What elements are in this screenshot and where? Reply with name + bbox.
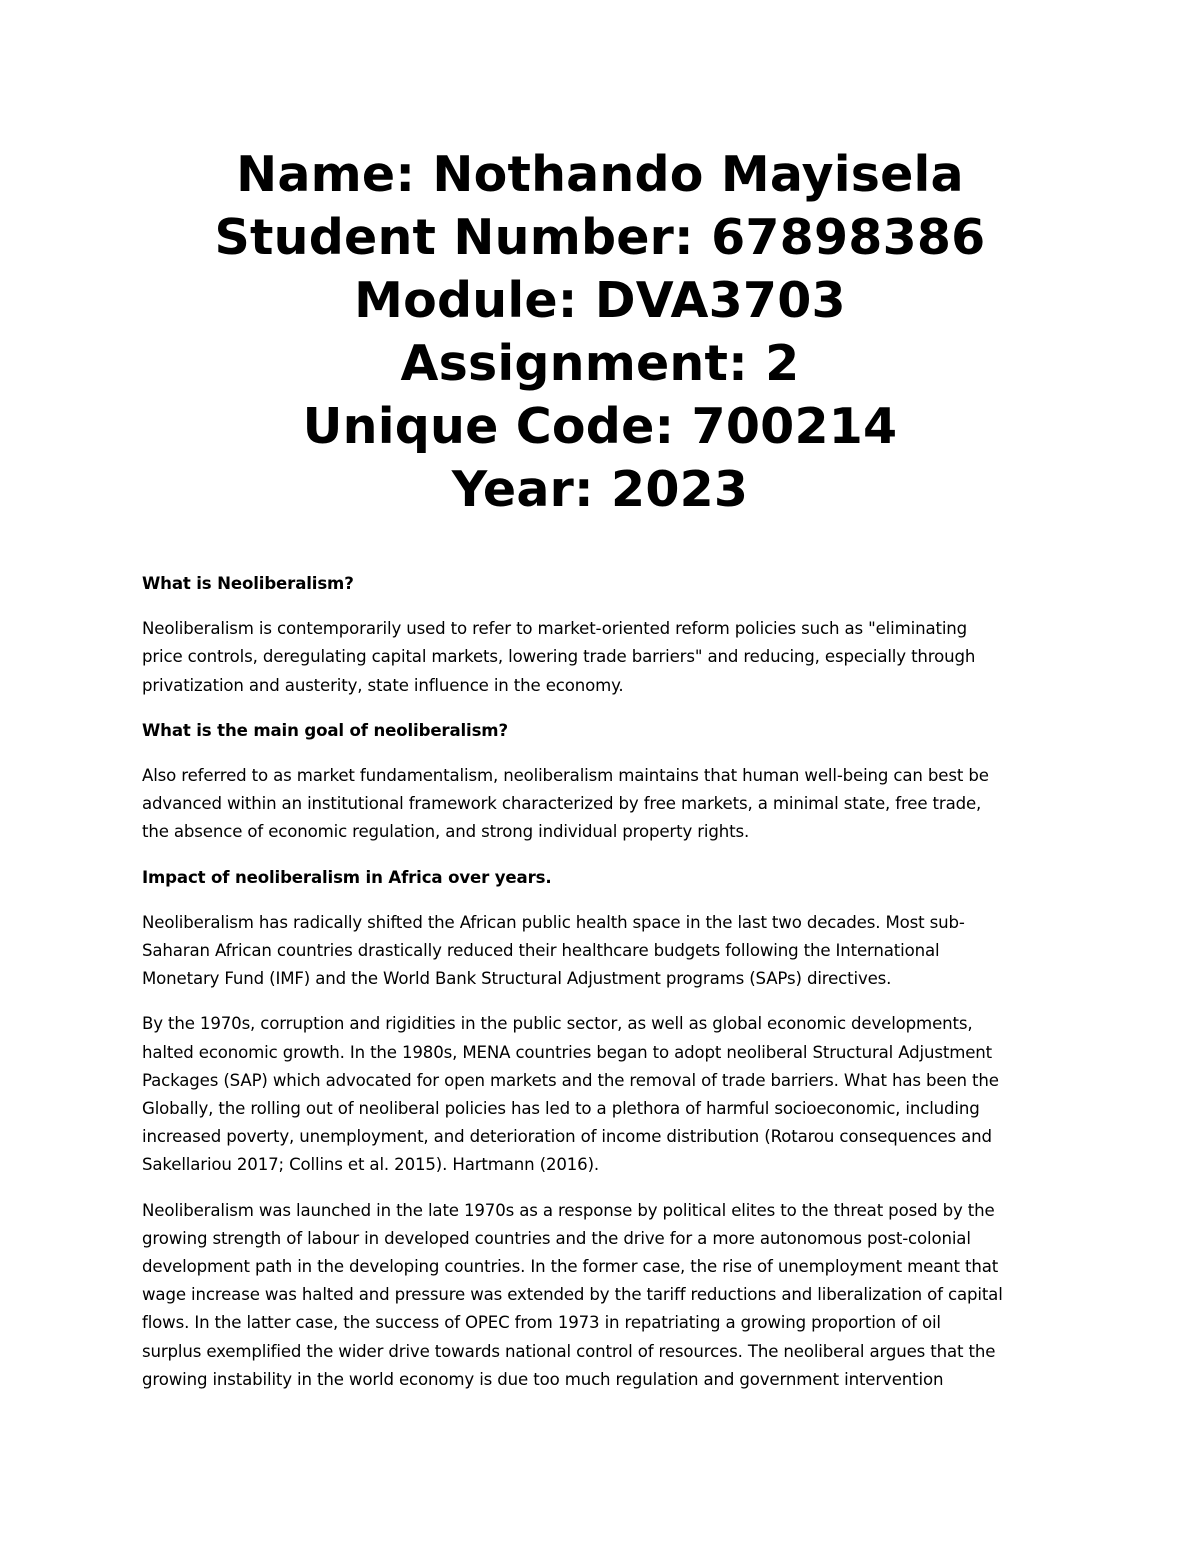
paragraph bbox=[142, 1010, 1062, 1179]
assignment-number: Assignment: 2 bbox=[400, 335, 800, 392]
text-line: By the 1970s, corruption and rigidities in the public sector, as well as global economic developments, bbox=[142, 1014, 973, 1034]
section-heading: Impact of neoliberalism in Africa over years. bbox=[142, 867, 552, 887]
year: Year: 2023 bbox=[451, 461, 749, 518]
text-line: privatization and austerity, state influence in the economy. bbox=[142, 675, 624, 695]
paragraph bbox=[142, 909, 1062, 994]
text-line: Also referred to as market fundamentalism, neoliberalism maintains that human well-being can best be bbox=[142, 766, 989, 786]
text-line: halted economic growth. In the 1980s, MENA countries began to adopt neoliberal Structural Adjustment bbox=[142, 1042, 992, 1062]
text-line: flows. In the latter case, the success of OPEC from 1973 in repatriating a growing proportion of oil bbox=[142, 1313, 941, 1333]
text-line: development path in the developing countries. In the former case, the rise of unemployment meant that bbox=[142, 1257, 999, 1277]
unique-code: Unique Code: 700214 bbox=[302, 398, 898, 455]
text-line: Neoliberalism was launched in the late 1970s as a response by political elites to the threat posed by the bbox=[142, 1200, 995, 1220]
paragraph bbox=[142, 1197, 1062, 1394]
student-name: Name: Nothando Mayisela bbox=[236, 146, 964, 203]
text-line: Saharan African countries drastically reduced their healthcare budgets following the International bbox=[142, 941, 940, 961]
text-line: Globally, the rolling out of neoliberal policies has led to a plethora of harmful socioeconomic, including bbox=[142, 1099, 980, 1119]
text-line: growing strength of labour in developed countries and the drive for a more autonomous post-colonial bbox=[142, 1228, 971, 1248]
paragraph bbox=[142, 762, 1062, 847]
text-line: Monetary Fund (IMF) and the World Bank Structural Adjustment programs (SAPs) directives. bbox=[142, 969, 892, 989]
text-line: the absence of economic regulation, and strong individual property rights. bbox=[142, 822, 750, 842]
cover-header bbox=[0, 143, 1200, 521]
text-line: growing instability in the world economy is due too much regulation and government intervention bbox=[142, 1369, 944, 1389]
text-line: Neoliberalism has radically shifted the African public health space in the last two decades. Most sub- bbox=[142, 912, 965, 932]
module-code: Module: DVA3703 bbox=[354, 272, 846, 329]
document-body bbox=[142, 570, 1062, 1411]
section-heading: What is Neoliberalism? bbox=[142, 574, 354, 593]
section-heading: What is the main goal of neoliberalism? bbox=[142, 720, 508, 740]
text-line: price controls, deregulating capital markets, lowering trade barriers" and reducing, especially through bbox=[142, 647, 976, 667]
text-line: advanced within an institutional framework characterized by free markets, a minimal state, free trade, bbox=[142, 794, 982, 814]
paragraph bbox=[142, 615, 1062, 700]
text-line: Sakellariou 2017; Collins et al. 2015). Hartmann (2016). bbox=[142, 1155, 600, 1175]
text-line: Packages (SAP) which advocated for open markets and the removal of trade barriers. What has been the bbox=[142, 1070, 999, 1090]
student-number: Student Number: 67898386 bbox=[214, 209, 986, 266]
text-line: wage increase was halted and pressure was extended by the tariff reductions and liberalization of capital bbox=[142, 1285, 1003, 1305]
text-line: Neoliberalism is contemporarily used to refer to market-oriented reform policies such as "eliminating bbox=[142, 619, 968, 639]
text-line: surplus exemplified the wider drive towards national control of resources. The neoliberal argues that the bbox=[142, 1341, 996, 1361]
text-line: increased poverty, unemployment, and deterioration of income distribution (Rotarou consequences and bbox=[142, 1127, 992, 1147]
